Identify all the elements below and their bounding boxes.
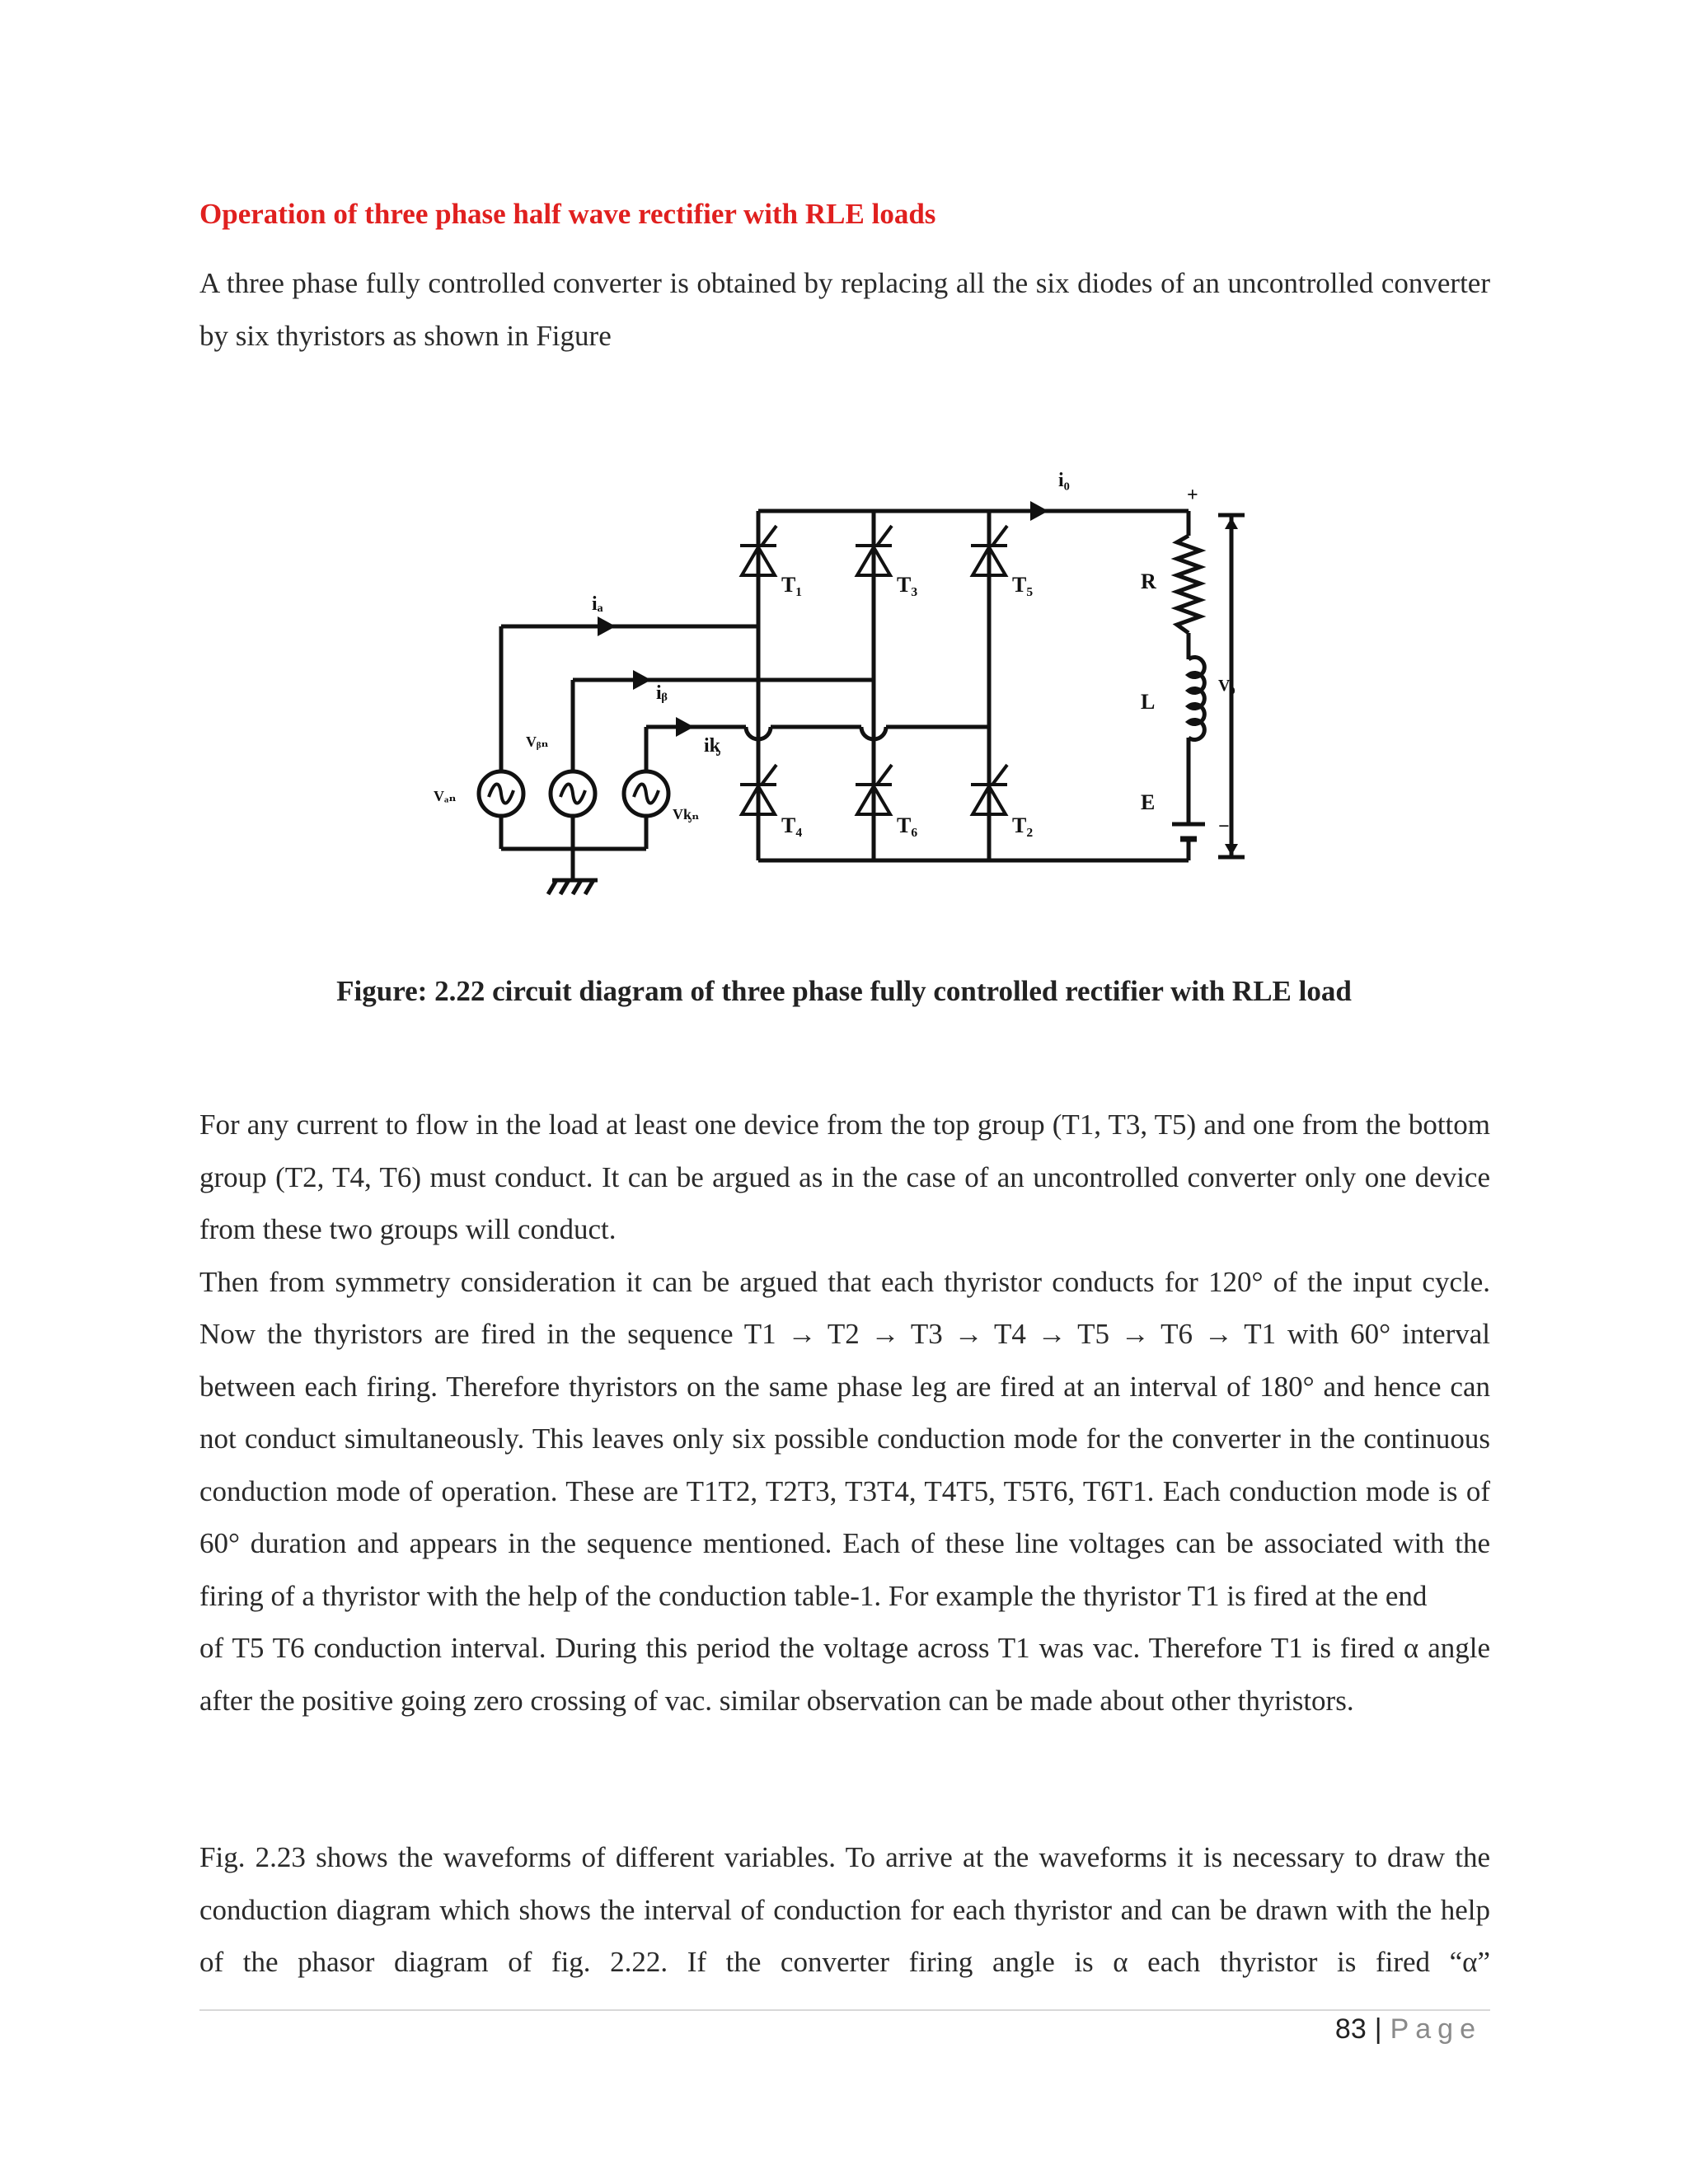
page-number: 83 (1334, 2013, 1367, 2045)
circuit-wires (501, 511, 1245, 894)
page-word: Page (1390, 2013, 1482, 2045)
paragraph-4: Fig. 2.23 shows the waveforms of different variables. To arrive at the waveforms it is necessary to draw the conduction diagram which shows the interval of conduction for each thyristor and can be drawn with the help of the phasor diagram of fig. 2.22. If the converter firing angle is α each thyristor is fired “α” (199, 1841, 1490, 1978)
label-t2: T₂ (1012, 813, 1034, 837)
paragraph-3: of T5 T6 conduction interval. During this period the voltage across T1 was vac. Therefore T1 is fired α angle after the positive going zero crossing of vac. similar observation can be made about other thyristors. (199, 1632, 1490, 1717)
label-e: E (1141, 790, 1156, 814)
label-t3: T₃ (897, 573, 918, 597)
label-io: i₀ (1058, 470, 1070, 491)
label-minus: − (1218, 816, 1230, 837)
label-t4: T₄ (781, 813, 803, 837)
label-l: L (1141, 690, 1156, 714)
label-vcn: Vᶄₙ (673, 806, 700, 823)
ic-arrow-icon (676, 717, 694, 737)
vo-arrow-up-icon (1225, 518, 1238, 529)
label-vbn: Vᵦₙ (526, 733, 549, 750)
source-vcn-symbol (624, 771, 668, 816)
footer-separator: | (1374, 2013, 1382, 2045)
ib-arrow-icon (633, 670, 651, 690)
paragraph-1: For any current to flow in the load at least one device from the top group (T1, T3, T5) and one from the bottom group (T2, T4, T6) must conduct. It can be argued as in the case of an uncontrolled converter only one device from these two groups will conduct. (199, 1108, 1490, 1245)
body-text (199, 1099, 1490, 1727)
section-heading: Operation of three phase half wave rectifier with RLE loads (199, 198, 936, 230)
label-ib: iᵦ (656, 682, 668, 704)
intro-paragraph (199, 257, 1490, 362)
source-vbn-symbol (551, 771, 595, 816)
page-footer (1335, 2013, 1482, 2046)
io-arrow-icon (1030, 501, 1048, 521)
circuit-diagram (429, 453, 1269, 931)
label-r: R (1141, 569, 1156, 593)
label-plus: + (1187, 485, 1198, 506)
label-ic: iᶄ (704, 735, 721, 757)
paragraph-2: Then from symmetry consideration it can be argued that each thyristor conducts for 120° of the input cycle. Now the thyristors are fired in the sequence T1 → T2 → T3 → T4 → T5 → T6 → T1 with 60° interval between each firing. Therefore thyristors on the same phase leg are fired at an interval of 180° and hence can not conduct simultaneously. This leaves only six possible conduction mode for the converter in the continuous conduction mode of operation. These are T1T2, T2T3, T3T4, T4T5, T5T6, T6T1. Each conduction mode is of 60° duration and appears in the sequence mentioned. Each of these line voltages can be associated with the firing of a thyristor with the help of the conduction table-1. For example the thyristor T1 is fired at the end (199, 1265, 1490, 1612)
figure-caption: Figure: 2.22 circuit diagram of three phase fully controlled rectifier with RLE load (336, 975, 1352, 1007)
label-van: Vₐₙ (434, 788, 457, 804)
intro-text: A three phase fully controlled converter is obtained by replacing all the six diodes of an uncontrolled converter by six thyristors as shown in Figure (199, 267, 1490, 352)
ia-arrow-icon (598, 616, 616, 636)
source-van-symbol (479, 771, 523, 816)
label-t1: T₁ (781, 573, 803, 597)
body-text-2 (199, 1831, 1490, 1989)
footer-divider (199, 2009, 1490, 2011)
vo-arrow-down-icon (1225, 844, 1238, 855)
label-t6: T₆ (897, 813, 918, 837)
label-ia: iₐ (592, 593, 603, 615)
circuit-figure (429, 453, 1269, 931)
label-t5: T₅ (1012, 573, 1034, 597)
label-vo: V₀ (1218, 677, 1236, 695)
